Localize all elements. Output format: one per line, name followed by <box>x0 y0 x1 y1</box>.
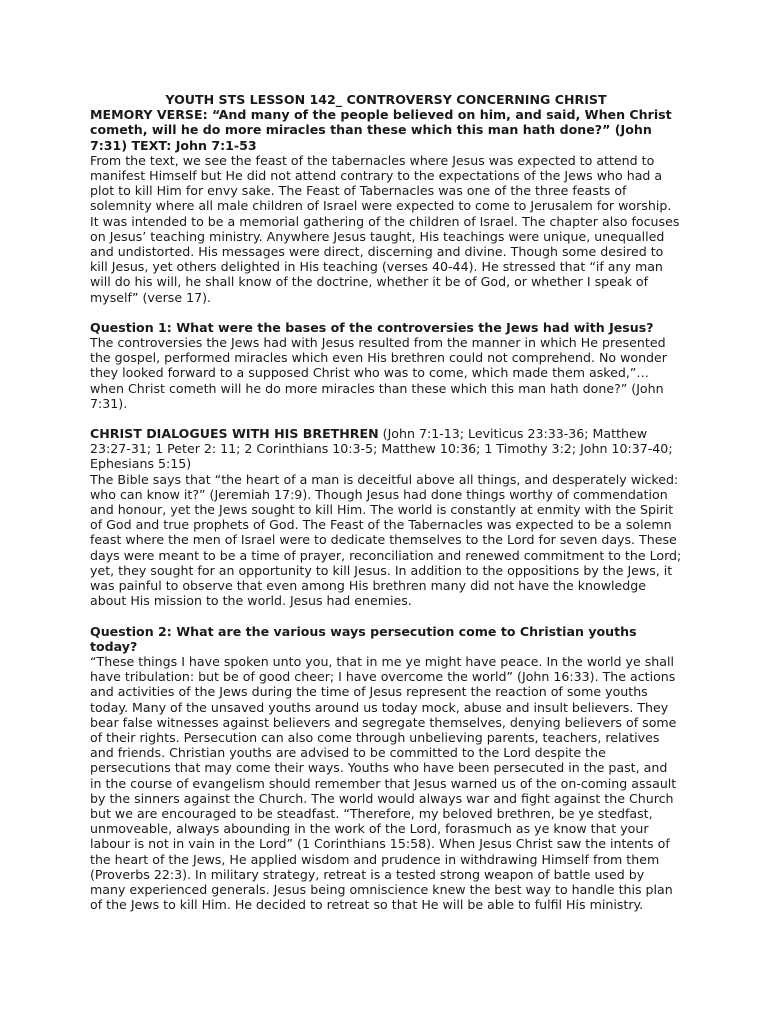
section-2-body: The Bible says that “the heart of a man is deceitful above all things, and desperately wicked: who can know it?” (Jeremiah 17:9). Though Jesus had done things worthy of commendation and honour, yet the Jews sought to kill Him. The world is constantly at enmity with the Spirit of God and true prophets of God. The Feast of the Tabernacles was expected to be a solemn feast where the men of Israel were to dedicate themselves to the Lord for seven days. These days were meant to be a time of prayer, reconciliation and renewed commitment to the Lord; yet, they sought for an opportunity to kill Jesus. In addition to the oppositions by the Jews, it was painful to observe that even among His brethren many did not have the knowledge about His mission to the world. Jesus had enemies. <box>90 471 682 609</box>
document-page <box>90 92 682 912</box>
intro-paragraph: From the text, we see the feast of the tabernacles where Jesus was expected to attend to manifest Himself but He did not attend contrary to the expectations of the Jews who had a plot to kill Him for envy sake. The Feast of Tabernacles was one of the three feasts of solemnity where all male children of Israel were expected to come to Jerusalem for worship. It was intended to be a memorial gathering of the children of Israel. The chapter also focuses on Jesus’ teaching ministry. Anywhere Jesus taught, His teachings were unique, unequalled and undistorted. His messages were direct, discerning and divine. Though some desired to kill Jesus, yet others delighted in His teaching (verses 40-44). He stressed that “if any man will do his will, he shall know of the doctrine, whether it be of God, or whether I speak of myself” (verse 17). <box>90 152 680 305</box>
answer-1: The controversies the Jews had with Jesus resulted from the manner in which He presented the gospel, performed miracles which even His brethren could not comprehend. No wonder they looked forward to a supposed Christ who was to come, which made them asked,”… when Christ cometh will he do more miracles than these which this man hath done?” (John 7:31). <box>90 335 667 411</box>
memory-verse: MEMORY VERSE: “And many of the people believed on him, and said, When Christ cometh, will he do more miracles than these which this man hath done?” (John 7:31) TEXT: John 7:1-53 <box>90 107 672 153</box>
question-1: Question 1: What were the bases of the controversies the Jews had with Jesus? <box>90 319 654 335</box>
section-2-refs: (John 7:1-13; Leviticus 23:33-36; Matthew 23:27-31; 1 Peter 2: 11; 2 Corinthians 10:3-5; Matthew 10:36; 1 Timothy 3:2; John 10:37-40; Ephesians 5:15) <box>90 426 673 472</box>
answer-2: “These things I have spoken unto you, that in me ye might have peace. In the world ye shall have tribulation: but be of good cheer; I have overcome the world” (John 16:33). The actions and activities of the Jews during the time of Jesus represent the reaction of some youths today. Many of the unsaved youths around us today mock, abuse and insult believers. They bear false witnesses against believers and segregate themselves, denying believers of some of their rights. Persecution can also come through unbelieving parents, teachers, relatives and friends. Christian youths are advised to be committed to the Lord despite the persecutions that may come their ways. Youths who have been persecuted in the past, and in the course of evangelism should remember that Jesus warned us of the on-coming assault by the sinners against the Church. The world would always war and fight against the Church but we are encouraged to be steadfast. “Therefore, my beloved brethren, be ye stedfast, unmoveable, always abounding in the work of the Lord, forasmuch as ye know that your labour is not in vain in the Lord” (1 Corinthians 15:58). When Jesus Christ saw the intents of the heart of the Jews, He applied wisdom and prudence in withdrawing Himself from them (Proverbs 22:3). In military strategy, retreat is a tested strong weapon of battle used by many experienced generals. Jesus being omniscience knew the best way to handle this plan of the Jews to kill Him. He decided to retreat so that He will be able to fulfil His ministry. <box>90 653 677 913</box>
section-2-heading: CHRIST DIALOGUES WITH HIS BRETHREN <box>90 426 379 442</box>
question-2: Question 2: What are the various ways persecution come to Christian youths today? <box>90 623 637 654</box>
spacer <box>90 305 682 320</box>
spacer <box>90 411 682 426</box>
lesson-title: YOUTH STS LESSON 142_ CONTROVERSY CONCERNING CHRIST <box>165 92 607 107</box>
spacer <box>90 609 682 624</box>
section-2-intro <box>90 426 682 472</box>
